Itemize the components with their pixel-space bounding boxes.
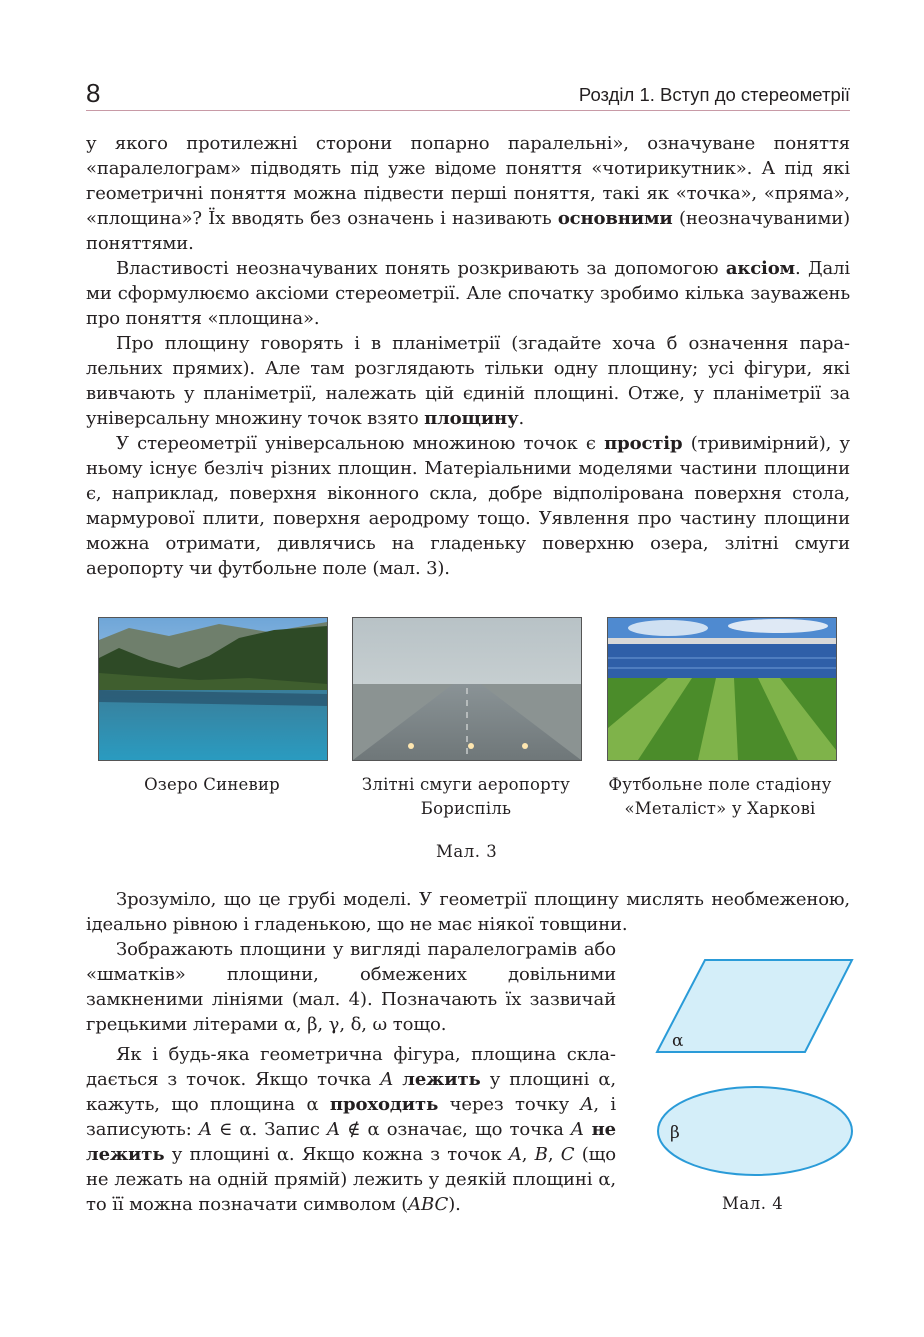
beta-label: β [670,1123,680,1143]
stadium-photo [607,617,837,761]
caption-runway: Злітні смуги аеропорту Бориспіль [361,775,571,818]
figure-4-diagram [645,950,860,1190]
alpha-label: α [672,1031,684,1051]
figure-4-label: Мал. 4 [722,1194,784,1213]
body-text-middle [86,887,850,937]
paragraph-6: Зображають площини у вигляді паралелограмів або «шматків» площини, обмежених довільними замкненими лініями (мал. 4). Позначають їх зазвичай грецькими літерами α, β, γ, δ, ω тощо. [86,939,616,1035]
paragraph-1: у якого протилежні сторони попарно паралельні», означуване поняття «паралелограм» підводять під уже відоме поняття «чотирикутник». А під які геометричні поняття можна підвести перші поняття, такі як «точка», «пряма», «площина»? Їх вводять без означень і називають основними (неозначуваними) поняттями. [86,133,850,254]
paragraph-5: Зрозуміло, що це грубі моделі. У геометрії площину мислять необмеженою, ідеально рівною і гладенькою, що не має ніякої товщини. [86,889,850,935]
body-text-bottom [86,937,616,1217]
paragraph-2: Властивості неозначуваних понять розкривають за допомогою аксіом. Далі ми сформулюємо аксіоми стереометрії. Але спочатку зробимо кілька зауважень про поняття «площина». [86,258,850,329]
lake-photo [98,617,328,761]
figure-3-label: Мал. 3 [436,842,498,861]
caption-stadium: Футбольне поле стадіону «Металіст» у Харкові [608,775,832,818]
paragraph-3: Про площину говорять і в планіметрії (згадайте хоча б означення паралельних прямих). Але там розглядають тільки одну площину; усі фігури, які вивчають у планіметрії, належать цій єдиній площині. Отже, у планіметрії за універсальну множину точок взято площину. [86,333,850,429]
header-divider [86,110,850,111]
runway-photo [352,617,582,761]
paragraph-7: Як і будь-яка геометрична фігура, площина складається з точок. Якщо точка A лежить у площині α, кажуть, що площина α проходить через точку A, і записують: A ∈ α. Запис A ∉ α означає, що точка A не лежить у площині α. Якщо кожна з точок A, B, C (що не лежать на одній прямій) лежить у деякій площині α, то її можна позначати символом (ABC). [86,1044,617,1215]
caption-lake: Озеро Синевир [144,775,280,794]
paragraph-4: У стереометрії універсальною множиною точок є простір (тривимірний), у ньому існує безліч різних площин. Матеріальними моделями частини площини є, наприклад, поверхня віконного скла, добре відполірована поверхня стола, мармурової плити, поверхня аеродрому тощо. Уявлення про частину площини можна отримати, дивлячись на гладеньку поверхню озера, злітні смуги аеропорту чи футбольне поле (мал. 3). [86,433,850,579]
plane-alpha-parallelogram [657,960,852,1052]
plane-beta-ellipse [658,1087,852,1175]
body-text-top [86,131,850,581]
page-number: 8 [86,78,101,108]
section-title: Розділ 1. Вступ до стереометрії [578,84,850,105]
